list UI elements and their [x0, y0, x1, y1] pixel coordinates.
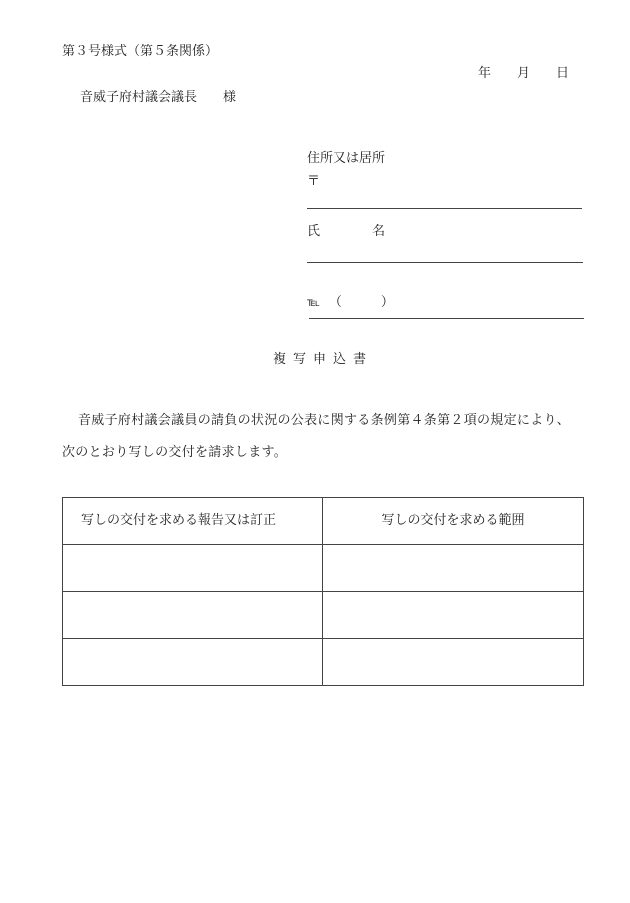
table-cell-report	[63, 545, 323, 592]
postal-mark-icon: 〒	[307, 174, 321, 189]
table-cell-range	[323, 545, 584, 592]
name-underline	[307, 262, 583, 263]
addressee: 音威子府村議会議長 様	[80, 90, 237, 105]
document-title: 複写申込書	[272, 352, 373, 367]
table-cell-report	[63, 639, 323, 686]
table-row	[63, 545, 584, 592]
table-header-report: 写しの交付を求める報告又は訂正	[63, 498, 323, 545]
tel-underline	[309, 318, 584, 319]
tel-parens: （ ）	[328, 295, 394, 310]
date-line: 年 月 日	[478, 66, 570, 81]
address-underline	[307, 208, 582, 209]
table-row	[63, 592, 584, 639]
form-number: 第３号様式（第５条関係）	[62, 44, 219, 59]
table-cell-report	[63, 592, 323, 639]
table-body	[63, 545, 584, 686]
tel-line	[307, 294, 394, 311]
request-table	[62, 497, 584, 686]
table-cell-range	[323, 592, 584, 639]
table-row	[63, 639, 584, 686]
address-label: 住所又は居所	[307, 151, 386, 166]
table-header-range: 写しの交付を求める範囲	[323, 498, 584, 545]
table-header-row	[63, 498, 584, 545]
name-label: 氏 名	[307, 224, 386, 239]
tel-icon: ℡	[307, 295, 320, 309]
body-text-line-2: 次のとおり写しの交付を請求します。	[62, 445, 288, 460]
table-cell-range	[323, 639, 584, 686]
body-text-line-1: 音威子府村議会議員の請負の状況の公表に関する条例第４条第２項の規定により、	[78, 413, 571, 428]
